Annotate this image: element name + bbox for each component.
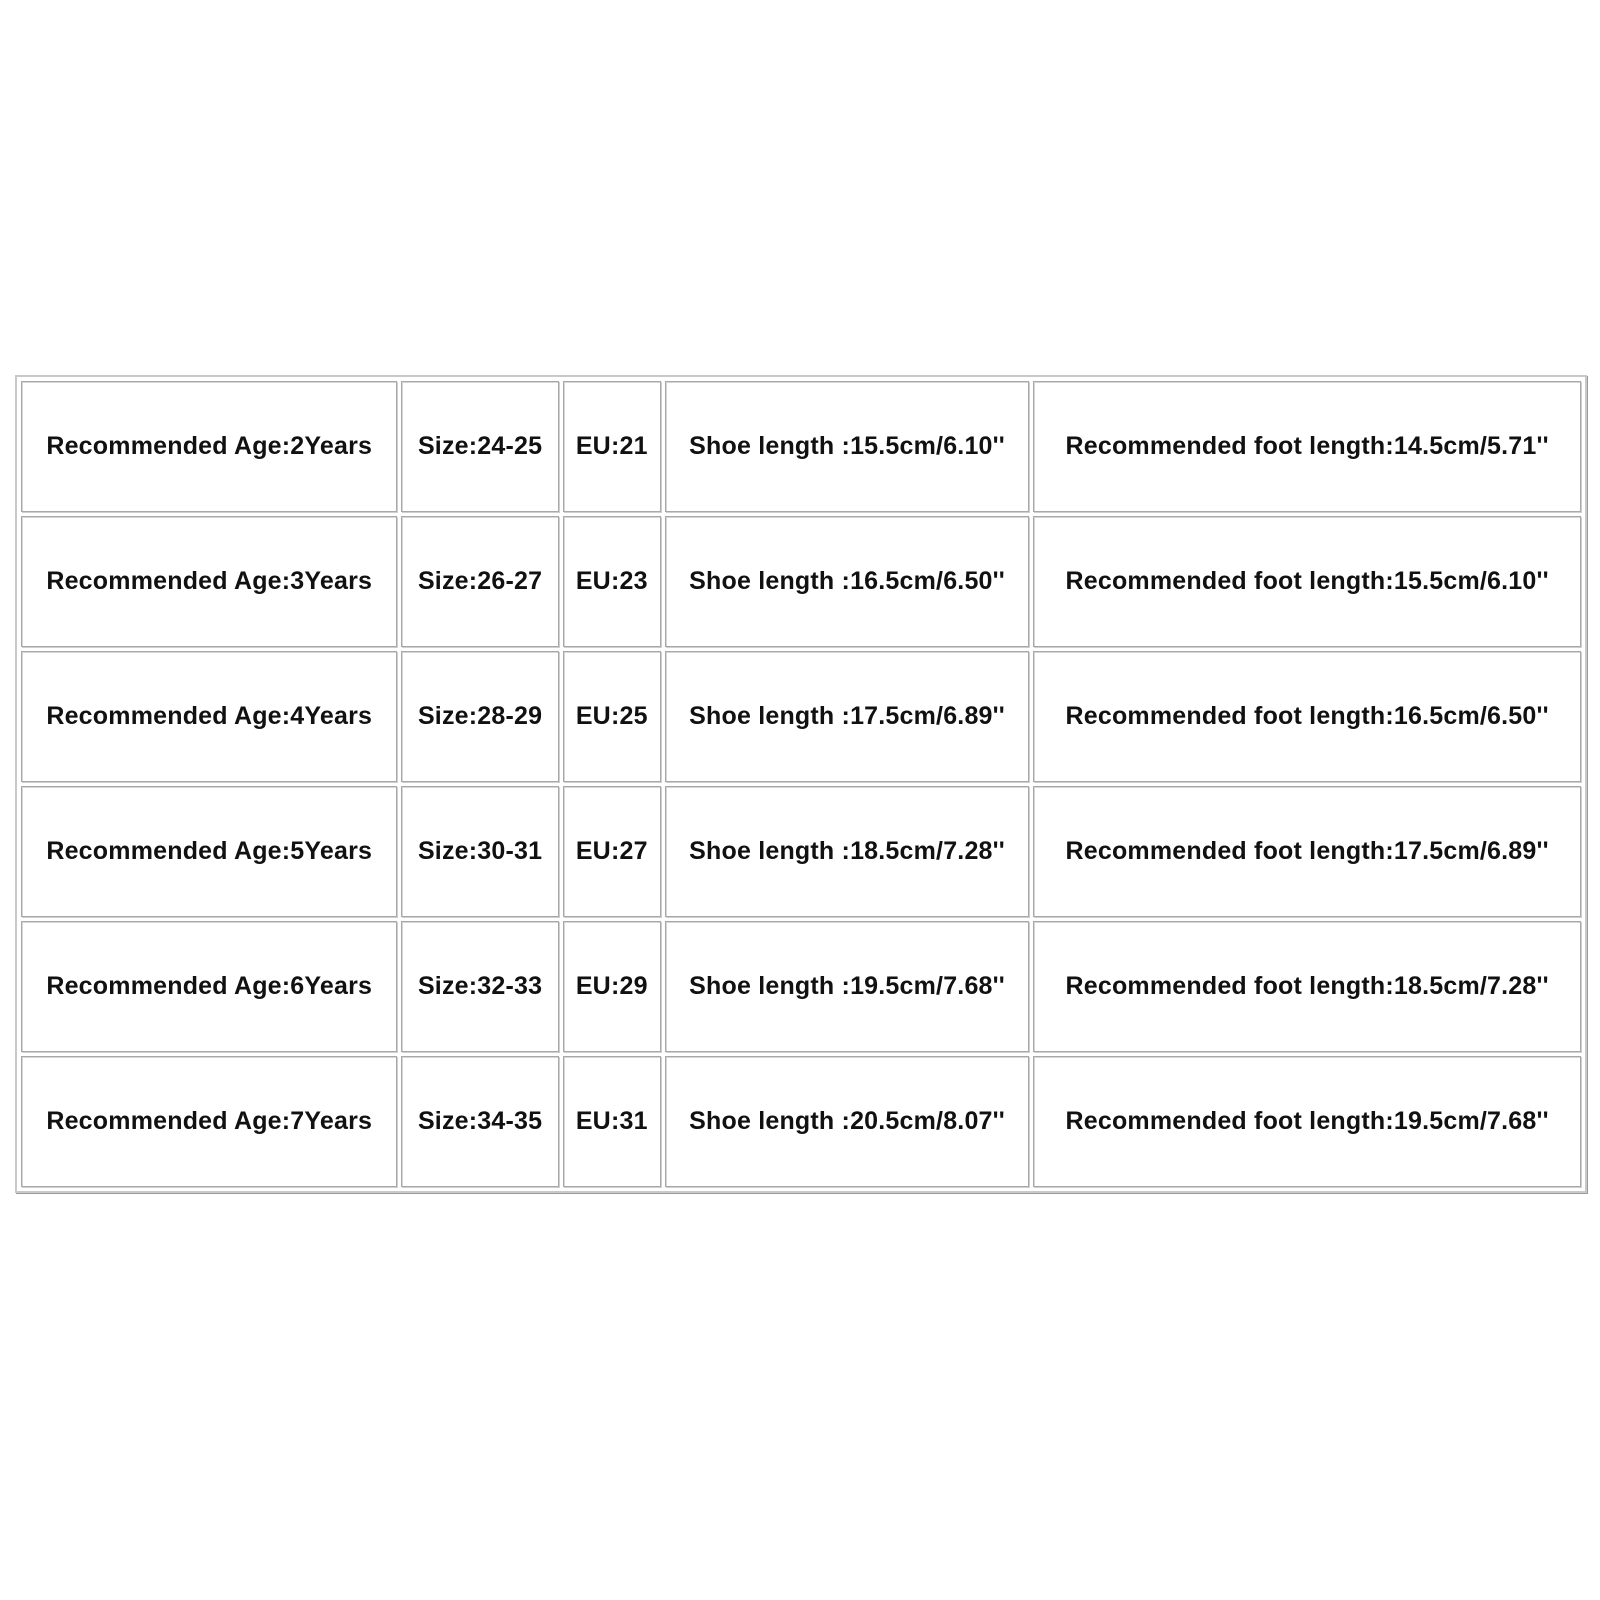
table-row bbox=[21, 921, 1581, 1052]
eu-size-cell: EU:29 bbox=[563, 921, 661, 1052]
eu-size-cell: EU:23 bbox=[563, 516, 661, 647]
recommended-age-cell: Recommended Age:2Years bbox=[21, 381, 397, 512]
shoe-length-cell: Shoe length :15.5cm/6.10'' bbox=[665, 381, 1029, 512]
size-cell: Size:34-35 bbox=[401, 1056, 558, 1187]
foot-length-cell: Recommended foot length:18.5cm/7.28'' bbox=[1033, 921, 1581, 1052]
size-cell: Size:30-31 bbox=[401, 786, 558, 917]
shoe-length-cell: Shoe length :18.5cm/7.28'' bbox=[665, 786, 1029, 917]
size-chart-body bbox=[21, 381, 1581, 1187]
foot-length-cell: Recommended foot length:16.5cm/6.50'' bbox=[1033, 651, 1581, 782]
foot-length-cell: Recommended foot length:17.5cm/6.89'' bbox=[1033, 786, 1581, 917]
shoe-length-cell: Shoe length :16.5cm/6.50'' bbox=[665, 516, 1029, 647]
eu-size-cell: EU:31 bbox=[563, 1056, 661, 1187]
eu-size-cell: EU:27 bbox=[563, 786, 661, 917]
eu-size-cell: EU:21 bbox=[563, 381, 661, 512]
recommended-age-cell: Recommended Age:4Years bbox=[21, 651, 397, 782]
shoe-length-cell: Shoe length :17.5cm/6.89'' bbox=[665, 651, 1029, 782]
table-row bbox=[21, 786, 1581, 917]
size-cell: Size:32-33 bbox=[401, 921, 558, 1052]
foot-length-cell: Recommended foot length:19.5cm/7.68'' bbox=[1033, 1056, 1581, 1187]
recommended-age-cell: Recommended Age:7Years bbox=[21, 1056, 397, 1187]
foot-length-cell: Recommended foot length:14.5cm/5.71'' bbox=[1033, 381, 1581, 512]
table-row bbox=[21, 381, 1581, 512]
recommended-age-cell: Recommended Age:5Years bbox=[21, 786, 397, 917]
size-cell: Size:28-29 bbox=[401, 651, 558, 782]
eu-size-cell: EU:25 bbox=[563, 651, 661, 782]
shoe-length-cell: Shoe length :19.5cm/7.68'' bbox=[665, 921, 1029, 1052]
size-cell: Size:26-27 bbox=[401, 516, 558, 647]
recommended-age-cell: Recommended Age:6Years bbox=[21, 921, 397, 1052]
size-chart-table bbox=[15, 375, 1587, 1193]
table-row bbox=[21, 516, 1581, 647]
shoe-length-cell: Shoe length :20.5cm/8.07'' bbox=[665, 1056, 1029, 1187]
table-row bbox=[21, 1056, 1581, 1187]
recommended-age-cell: Recommended Age:3Years bbox=[21, 516, 397, 647]
foot-length-cell: Recommended foot length:15.5cm/6.10'' bbox=[1033, 516, 1581, 647]
table-row bbox=[21, 651, 1581, 782]
size-cell: Size:24-25 bbox=[401, 381, 558, 512]
